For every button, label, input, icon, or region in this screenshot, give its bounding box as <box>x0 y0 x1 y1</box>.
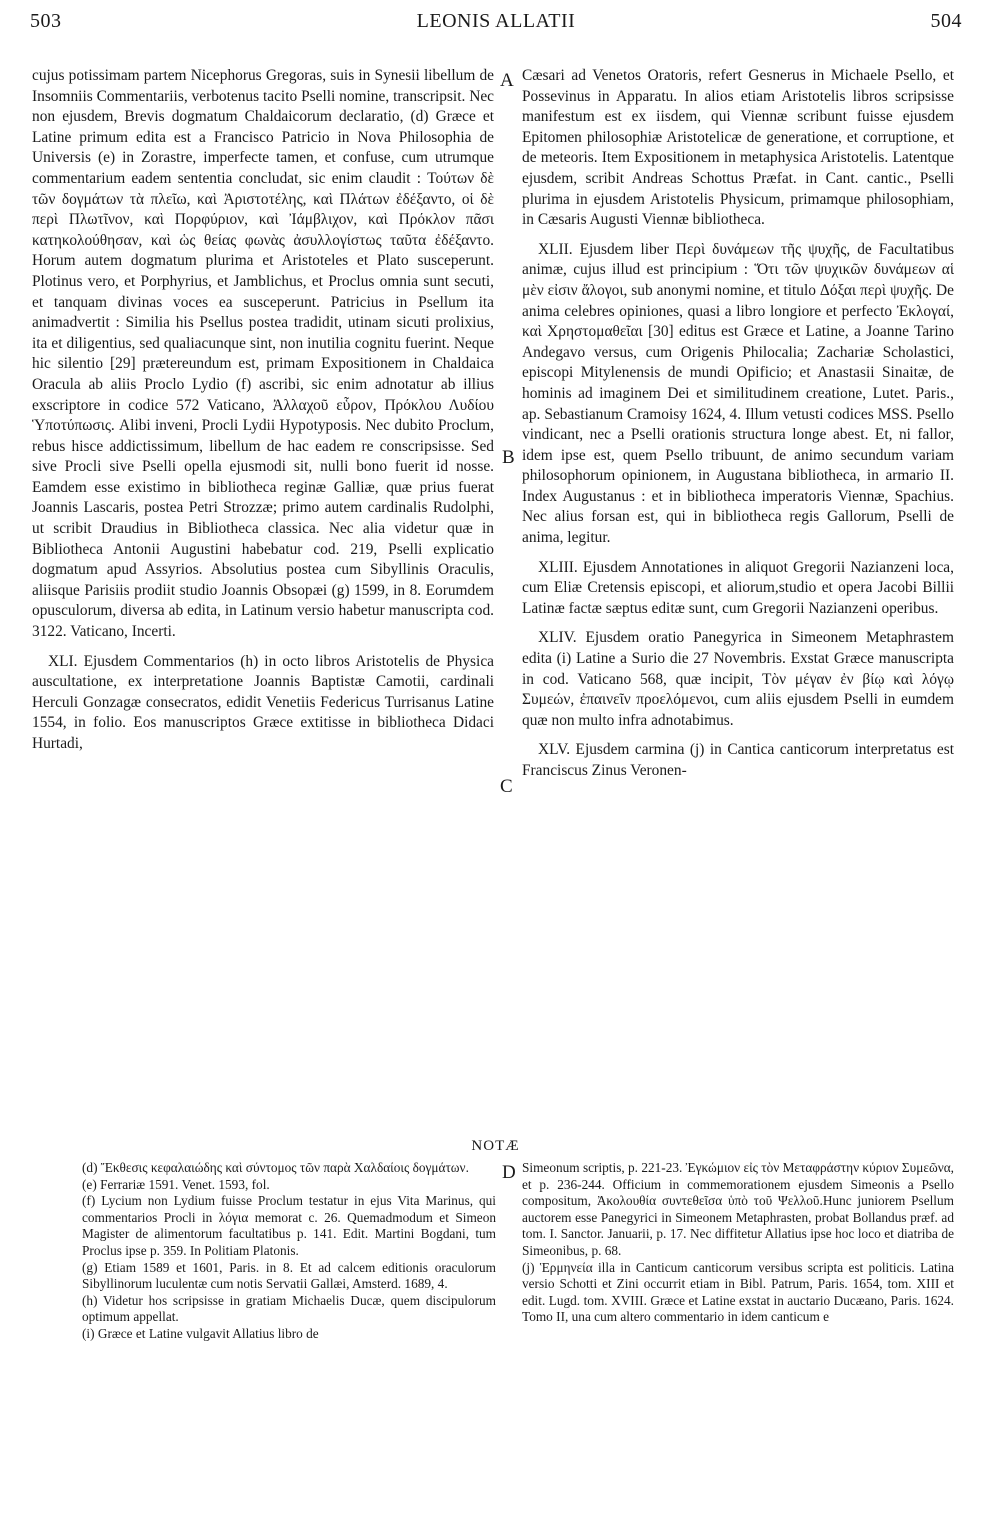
page-number-right: 504 <box>930 10 962 32</box>
right-text-column <box>522 66 954 782</box>
left-text-column <box>32 66 494 755</box>
paragraph-xlv: XLV. Ejusdem carmina (j) in Cantica canticorum interpretatus est Franciscus Zinus Veronen- <box>522 741 954 779</box>
footnote-h: (h) Videtur hos scripsisse in gratiam Michaelis Ducæ, quem discipulorum optimum appellat. <box>82 1292 496 1325</box>
paragraph-continuation-right: Cæsari ad Venetos Oratoris, refert Gesnerus in Michaele Psello, et Possevinus in Apparatu. In alios etiam Aristotelis libros scripsisse manifestum est ex iisdem, qui Viennæ scribunt fuisse ejusdem Epitomen philosophiæ Aristotelicæ de generatione, et corruptione, et de meteoris. Item Expositionem in metaphysica Aristotelis. Latentque ejusdem, scribit Andreas Schottus Præfat. in Cant. cantic., Pselli plurima in ejusdem Aristotelis Physicum, primamque philosophiam, in Cæsaris Augusti Viennæ bibliotheca. <box>522 67 954 229</box>
running-header <box>30 6 962 38</box>
footnote-i-continuation: Simeonum scriptis, p. 221-23. Ἐγκώμιον εἰς τὸν Μεταφράστην κύριον Συμεῶνα, et p. 236-244. Officium in commemorationem ejusdem Simeonis a Psello compositum, Ἀκολουθία συντεθεῖσα ὑπὸ τοῦ Ψελλοῦ.Hunc juniorem Psellum auctorem esse Panegyrici in Simeonem Metaphrasten, probat Bollandus præf. ad tom. I. Sanctor. Januarii, p. 17. Nec diffitetur Allatius ipse hoc loco et diatriba de Simeonibus, p. 68. <box>522 1160 954 1258</box>
paragraph-xliv: XLIV. Ejusdem oratio Panegyrica in Simeonem Metaphrastem edita (i) Latine a Surio die 27 Novembris. Exstat Græce manuscripta in cod. Vaticano 568, quæ incipit, Τὸν μέγαν ἐν βίῳ καὶ λόγῳ Συμεών, ἐπαινεῖν προελόμενοι, cum aliis ejusdem Pselli in eumdem quæ non multo infra adnotabimus. <box>522 629 954 729</box>
running-title: LEONIS ALLATII <box>416 10 576 32</box>
paragraph-xlii: XLII. Ejusdem liber Περὶ δυνάμεων τῆς ψυχῆς, de Facultatibus animæ, cujus illud est principium : Ὅτι τῶν ψυχικῶν δυνάμεων αἱ μὲν εἰσιν ἄλογοι, sub anonymi nomine, et titulo Δόξαι περὶ ψυχῆς. De anima celebres opiniones, quasi a libro longiore et perfecto Ἐκλογαί, καὶ Χρηστομαθεῖαι [30] editus est Græce et Latine, a Joanne Tarino Andegavo versus, cum Origenis Philocalia; Zachariæ Scholastici, episcopi Mitylenensis de mundi Opificio; et Anastasii Sinaitæ, de hominis ad imaginem Dei et similitudinem creatione, Lutet. Paris., ap. Sebastianum Cramoisy 1624, 4. Illum vetusti codices MSS. Psello vindicant, nec a Pselli orationis structura longe abest. Et, ni fallor, idem ipse est, quem Psello tribuunt, de animo secundum variam philosophorum opinionem, in Augustana bibliotheca, in armario II. Index Augustanus : et in bibliotheca imperatoris Viennæ, Spachius. Nec alius forsan est, qui in bibliotheca regis Gallorum, Pselli de anima, legitur. <box>522 240 954 547</box>
footnote-f: (f) Lycium non Lydium fuisse Proclum testatur in ejus Vita Marinus, qui commentarios Procli in λόγια memorat c. 26. Quemadmodum et Simeon Magister de alimentorum facultatibus p. 141. Edit. Martini Bogdani, tum Proclus ipse p. 359. In Politiam Platonis. <box>82 1193 496 1258</box>
margin-marker-c: C <box>500 776 513 797</box>
footnote-g: (g) Etiam 1589 et 1601, Paris. in 8. Et ad calcem editionis oraculorum Sibyllinorum luculentæ cum notis Servatii Gallæi, Amsterd. 1689, 4. <box>82 1259 496 1292</box>
notes-heading: NOTÆ <box>471 1138 520 1154</box>
footnote-e: (e) Ferrariæ 1591. Venet. 1593, fol. <box>82 1176 270 1192</box>
footnote-d: (d) Ἔκθεσις κεφαλαιώδης καὶ σύντομος τῶν παρὰ Χαλδαίοις δογμάτων. <box>82 1160 469 1175</box>
margin-marker-d: D <box>502 1162 516 1183</box>
margin-marker-b: B <box>502 447 515 468</box>
footnotes-right <box>522 1160 954 1326</box>
footnote-j: (j) Ἑρμηνεία illa in Canticum canticorum versibus scripta est politicis. Latina versio Schotti et Zini occurrit etiam in Bibl. Patrum, Paris. 1654, tom. XIII et edit. Lugd. tom. XVIII. Græce et Latine exstat in auctario Ducæano, Paris. 1624. Tomo II, una cum altero commentario in idem canticum e <box>522 1259 954 1325</box>
page-number-left: 503 <box>30 10 62 32</box>
footnotes-left <box>82 1160 496 1343</box>
paragraph-continuation: cujus potissimam partem Nicephorus Gregoras, suis in Synesii libellum de Insomniis Commentariis, verbotenus tacito Pselli nomine, transcripsit. Nec non ejusdem, Brevis dogmatum Chaldaicorum declaratio, (d) Græce et Latine primum edita est a Francisco Patricio in Nova Philosophia de Universis (e) in Zorastre, imperfecte tamen, et confuse, cum utrumque commentarium eadem sententia concludat, sic enim claudit : Τούτων δὲ τῶν δογμάτων τὰ πλεῖω, καὶ Ἀριστοτέλης, καὶ Πλάτων ἐδέξαντο, οἱ δὲ περὶ Πλωτῖνον, καὶ Πορφύριον, καὶ Ἰάμβλιχον, καὶ Πρόκλον πᾶσι κατηκολούθησαν, καὶ ὡς θείας φωνὰς ἀσυλλογίστως ταῦτα ἐδέξαντο. Horum autem dogmatum plurima et Aristoteles et Plato susceperunt. Plotinus vero, et Porphyrius, et Jamblichus, et Proclus omnia sunt secuti, et tanquam divinas voces ea susceperunt. Patricius in Psellum ita animadvertit : Similia his Psellus postea tradidit, utinam sicuti prolixius, ita et diligentius, sed qualiacunque sint, non inutilia cognitu fuerint. Neque hic silentio [29] prætereundum est, primam Expositionem in Chaldaica Oracula ab aliis Proclo Lydio (f) ascribi, sic enim adnotatur ab illius exscriptore in codice 572 Vaticano, Ἀλλαχοῦ εὗρον, Πρόκλου Λυδίου Ὑποτύπωσις. Alibi inveni, Procli Lydii Hypotyposis. Nec dubito Proclum, rebus hisce addictissimum, libellum de hac eadem re conscripsisse. Sed sive Procli sive Pselli opella ejusmodi sit, nulli bono fuerit id nosse. Eamdem esse existimo in bibliotheca reginæ Galliæ, quæ prius fuerat Joannis Lascaris, postea Petri Strozzæ; primo autem cardinalis Rudolphi, ut scribit Draudius in Bibliotheca classica. Nec alia videtur quæ in Bibliotheca Antonii Augustini habebatur cod. 219, Pselli explicatio dogmatum apud Assyrios. Absolutius postea cum Sibyllinis Oraculis, aliisque Parisiis prodiit studio Joannis Obsopæi (g) 1599, in 8. Eorumdem opusculorum, diversa ab edita, in Latinum versio habetur manuscripta cod. 3122. Vaticano, Incerti. <box>32 67 494 641</box>
paragraph-xli: XLI. Ejusdem Commentarios (h) in octo libros Aristotelis de Physica auscultatione, ex interpretatione Joannis Baptistæ Camotii, cardinali Herculi Gonzagæ consecratos, edidit Venetiis Federicus Turrisanus Latine 1554, in folio. Eos manuscriptos Græce extitisse in bibliotheca Didaci Hurtadi, <box>32 652 494 752</box>
paragraph-xliii: XLIII. Ejusdem Annotationes in aliquot Gregorii Nazianzeni loca, cum Eliæ Cretensis episcopi, et aliorum,studio et opera Jacobi Billii Latinæ factæ sæptus editæ sunt, cum Gregorii Nazianzeni operibus. <box>522 558 954 617</box>
footnote-i: (i) Græce et Latine vulgavit Allatius libro de <box>82 1325 319 1341</box>
margin-marker-a: A <box>500 70 514 91</box>
